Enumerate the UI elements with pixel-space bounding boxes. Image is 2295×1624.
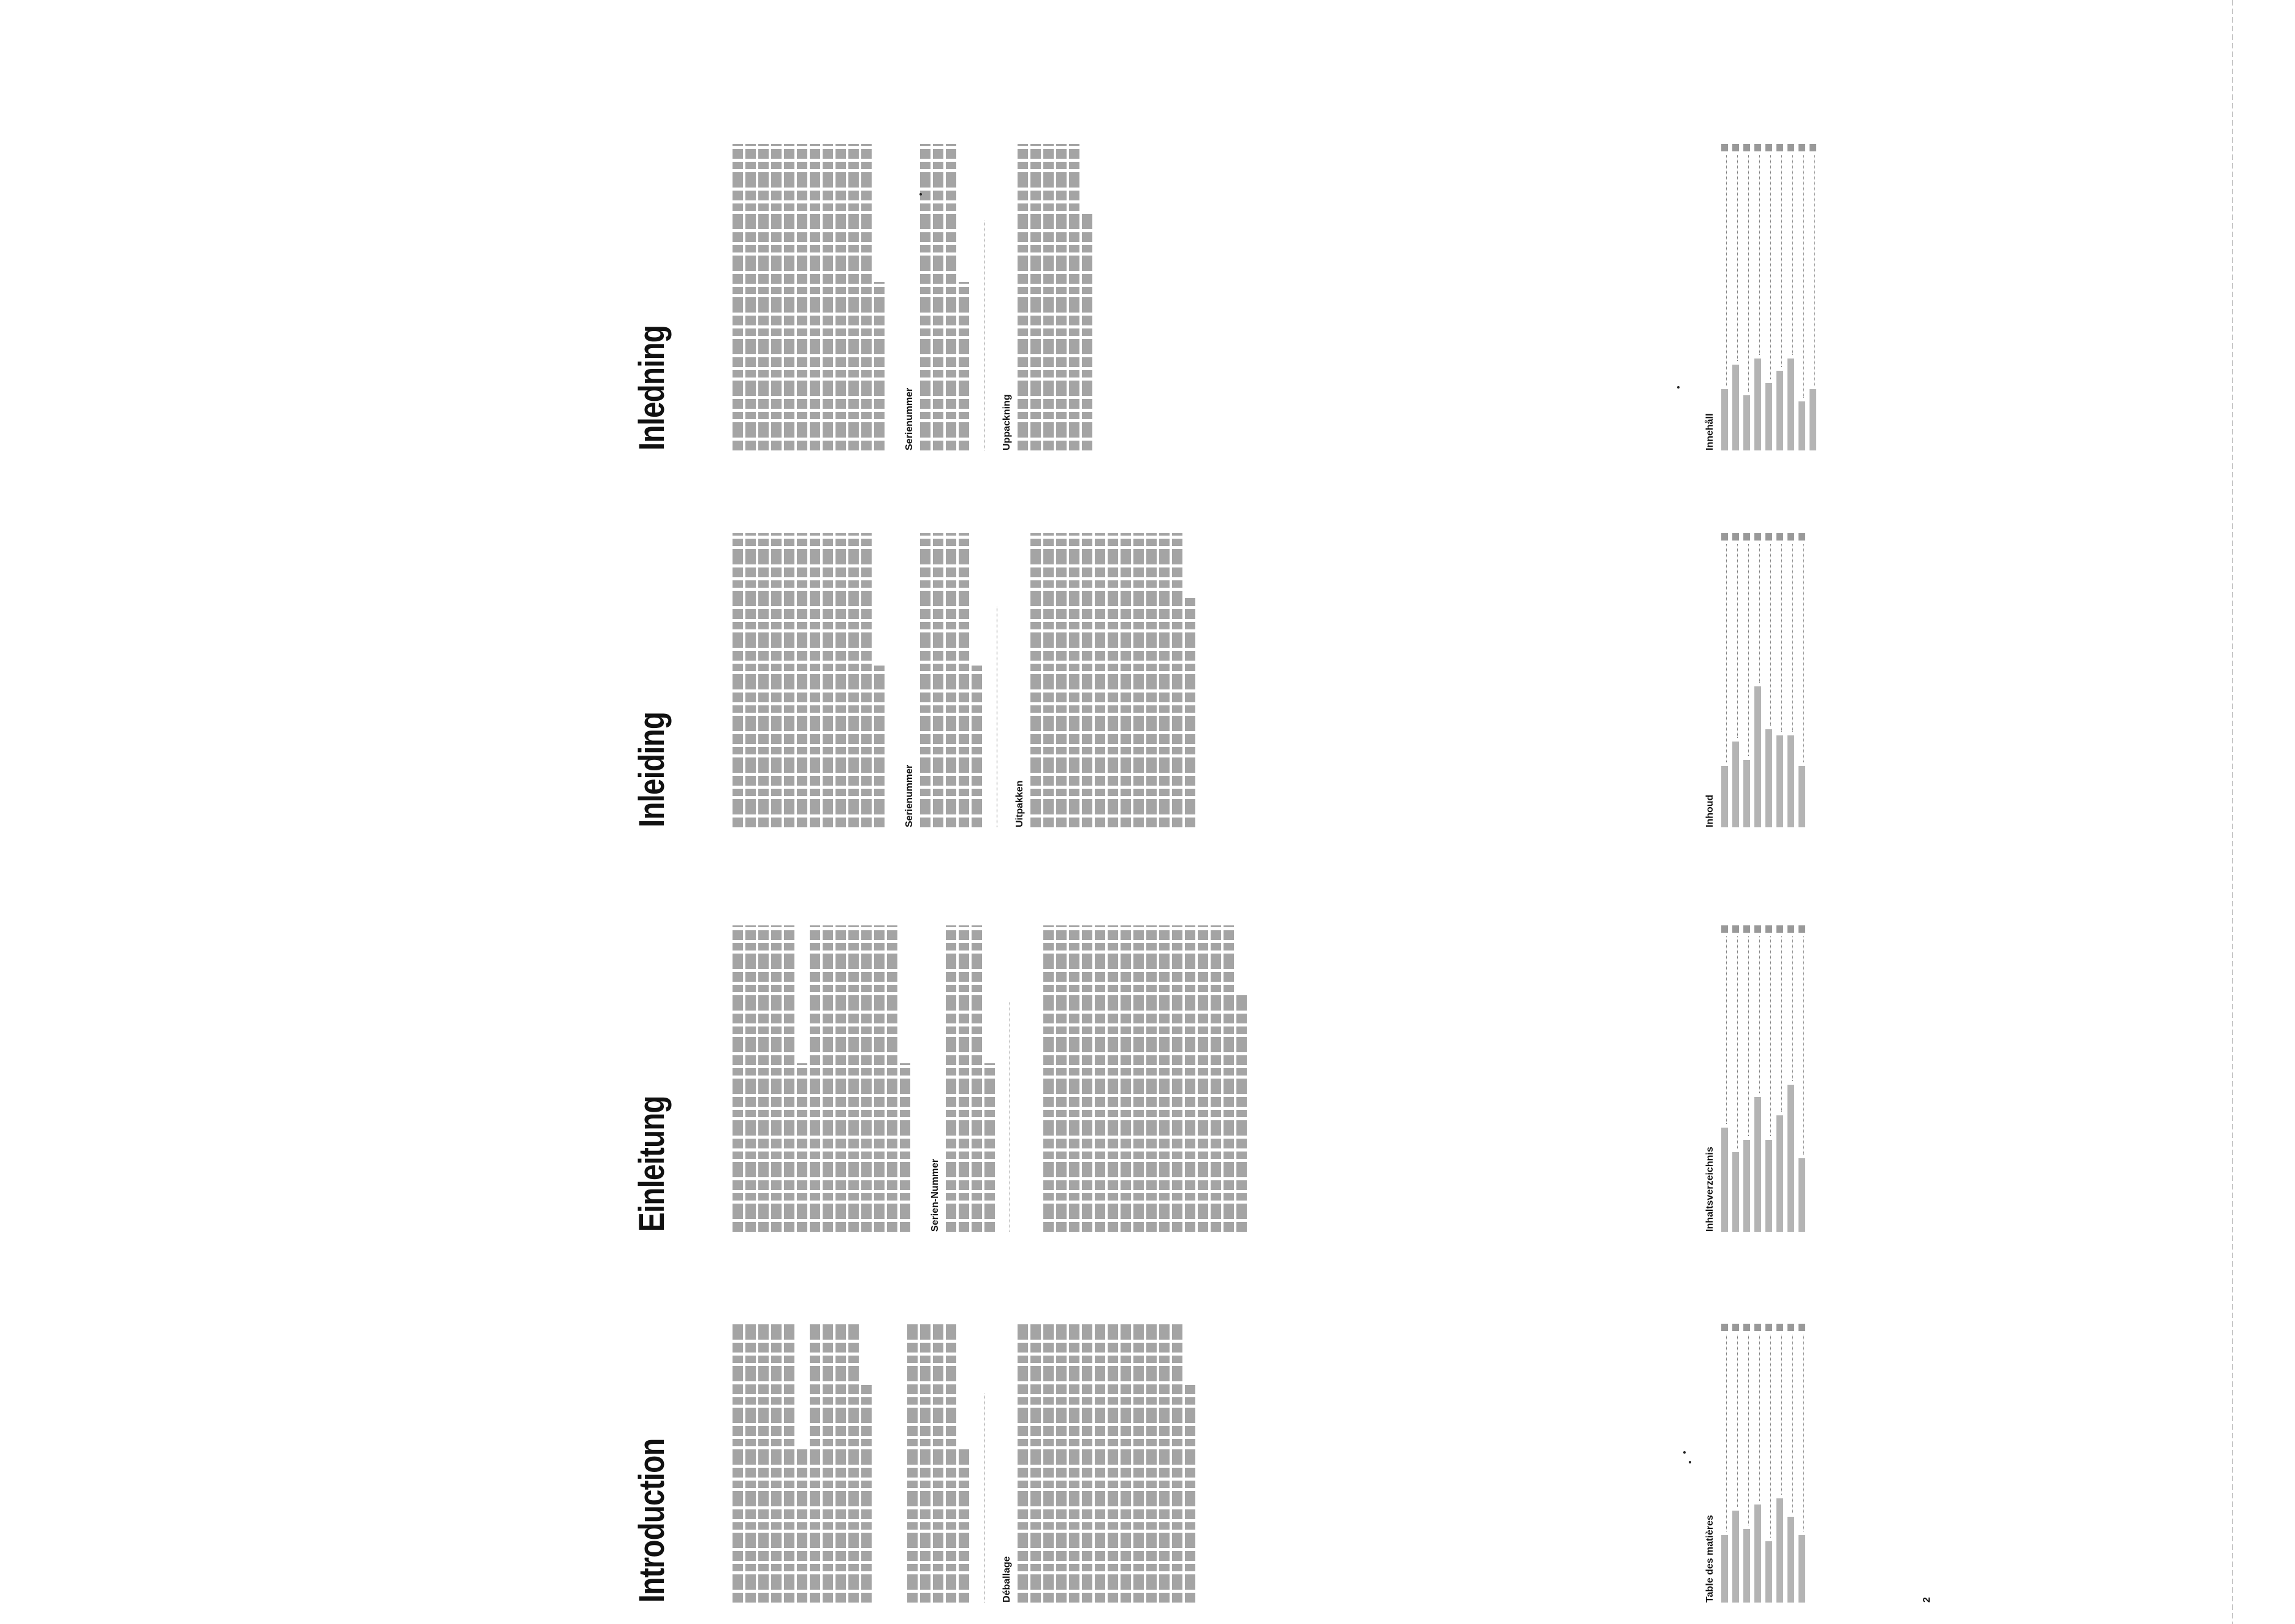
text-line xyxy=(1043,533,1054,827)
toc-row xyxy=(1719,533,1728,827)
text-line xyxy=(1043,925,1054,1232)
text-line xyxy=(1018,144,1028,450)
serial-number-field xyxy=(975,221,984,450)
text-line xyxy=(874,666,885,827)
text-line xyxy=(784,925,794,1232)
text-line xyxy=(1172,925,1182,1232)
text-line xyxy=(784,533,794,827)
text-line xyxy=(758,144,769,450)
text-line xyxy=(797,1449,807,1603)
text-line xyxy=(1133,1324,1144,1603)
text-line xyxy=(920,1324,931,1603)
toc-row xyxy=(1775,533,1783,827)
table-of-contents xyxy=(1701,925,1808,1232)
text-line xyxy=(1159,533,1170,827)
text-line xyxy=(1159,1324,1170,1603)
toc-row xyxy=(1808,144,1816,450)
text-line xyxy=(1082,211,1092,450)
toc-row xyxy=(1786,144,1794,450)
text-line xyxy=(823,925,833,1232)
rotated-page-content xyxy=(631,132,1937,1603)
text-line xyxy=(946,925,956,1232)
column-french xyxy=(631,1324,1937,1603)
section-heading xyxy=(1027,925,1037,1232)
text-line xyxy=(1185,925,1195,1232)
toc-row xyxy=(1730,144,1739,450)
text-line xyxy=(1056,925,1067,1232)
toc-row xyxy=(1753,533,1761,827)
table-of-contents xyxy=(1701,1324,1808,1603)
text-line xyxy=(1185,1385,1195,1603)
text-line xyxy=(1082,533,1092,827)
text-line xyxy=(1185,598,1195,827)
text-line xyxy=(920,144,931,450)
column-title: Introduction xyxy=(632,1438,672,1603)
section-heading: Déballage xyxy=(1002,1556,1012,1603)
toc-row xyxy=(1719,925,1728,1232)
toc-row xyxy=(1786,925,1794,1232)
text-line xyxy=(848,925,859,1232)
text-line xyxy=(745,925,756,1232)
text-line xyxy=(1121,1324,1131,1603)
text-line xyxy=(758,533,769,827)
text-line xyxy=(771,925,782,1232)
table-of-contents xyxy=(1701,533,1808,827)
text-line xyxy=(1082,925,1092,1232)
text-line xyxy=(972,925,982,1232)
toc-row xyxy=(1797,144,1805,450)
text-line xyxy=(1043,144,1054,450)
section-heading: Serienummer xyxy=(904,387,915,450)
toc-heading: Table des matières xyxy=(1705,1515,1715,1603)
text-line xyxy=(959,282,969,450)
section-heading: Uitpakken xyxy=(1014,780,1025,827)
text-line xyxy=(1172,1324,1182,1603)
text-line xyxy=(1056,144,1067,450)
serial-number-field xyxy=(1001,1002,1010,1232)
text-line xyxy=(1030,1324,1041,1603)
section-heading: Serienummer xyxy=(904,764,915,827)
text-line xyxy=(984,1063,995,1232)
text-line xyxy=(959,925,969,1232)
text-line xyxy=(797,533,807,827)
scan-speck xyxy=(1683,1451,1686,1454)
column-title: Inleiding xyxy=(632,711,672,827)
text-line xyxy=(1069,925,1079,1232)
column-body xyxy=(733,1324,1198,1603)
toc-row xyxy=(1775,1324,1783,1603)
text-line xyxy=(946,1324,956,1603)
text-line xyxy=(823,533,833,827)
scan-speck xyxy=(1689,1461,1691,1463)
text-line xyxy=(1082,1324,1092,1603)
text-line xyxy=(835,144,846,450)
text-line xyxy=(1030,144,1041,450)
text-line xyxy=(835,1324,846,1603)
text-line xyxy=(959,533,969,827)
text-line xyxy=(771,533,782,827)
toc-row xyxy=(1764,1324,1772,1603)
text-line xyxy=(946,144,956,450)
toc-heading: Inhaltsverzeichnis xyxy=(1705,1147,1715,1232)
text-line xyxy=(848,533,859,827)
text-line xyxy=(1030,533,1041,827)
text-line xyxy=(797,144,807,450)
toc-row xyxy=(1730,1324,1739,1603)
text-line xyxy=(1095,925,1105,1232)
serial-number-field xyxy=(988,607,997,827)
text-line xyxy=(1069,533,1079,827)
text-line xyxy=(861,144,872,450)
text-line xyxy=(733,925,743,1232)
toc-row xyxy=(1741,144,1750,450)
toc-row xyxy=(1753,925,1761,1232)
toc-row xyxy=(1741,1324,1750,1603)
text-line xyxy=(810,925,820,1232)
text-line xyxy=(1121,533,1131,827)
text-line xyxy=(1108,1324,1118,1603)
toc-row xyxy=(1775,925,1783,1232)
text-line xyxy=(861,1385,872,1603)
serial-number-field xyxy=(975,1394,984,1603)
toc-row xyxy=(1786,1324,1794,1603)
toc-row xyxy=(1753,144,1761,450)
text-line xyxy=(745,144,756,450)
text-line xyxy=(1198,925,1208,1232)
toc-row xyxy=(1730,533,1739,827)
toc-row xyxy=(1719,1324,1728,1603)
toc-row xyxy=(1764,925,1772,1232)
toc-row xyxy=(1797,925,1805,1232)
text-line xyxy=(861,925,872,1232)
column-body xyxy=(733,533,1198,827)
toc-row xyxy=(1764,533,1772,827)
text-line xyxy=(810,144,820,450)
text-line xyxy=(733,533,743,827)
scan-edge-line xyxy=(2232,0,2233,1624)
text-line xyxy=(933,533,943,827)
text-line xyxy=(920,533,931,827)
scan-speck xyxy=(1677,386,1680,389)
toc-row xyxy=(1730,925,1739,1232)
text-line xyxy=(1043,1324,1054,1603)
column-dutch xyxy=(631,533,1937,827)
text-line xyxy=(887,925,897,1232)
text-line xyxy=(1056,533,1067,827)
toc-row xyxy=(1764,144,1772,450)
text-line xyxy=(874,925,885,1232)
column-german xyxy=(631,925,1937,1232)
text-line xyxy=(848,144,859,450)
toc-row xyxy=(1753,1324,1761,1603)
toc-row xyxy=(1741,925,1750,1232)
column-title: Inledning xyxy=(632,325,672,450)
text-line xyxy=(900,1063,910,1232)
text-line xyxy=(823,1324,833,1603)
text-line xyxy=(784,144,794,450)
toc-row xyxy=(1719,144,1728,450)
text-line xyxy=(1146,925,1157,1232)
text-line xyxy=(1224,925,1234,1232)
text-line xyxy=(810,533,820,827)
text-line xyxy=(1018,1324,1028,1603)
column-body xyxy=(733,144,1095,450)
text-line xyxy=(771,1324,782,1603)
text-line xyxy=(946,533,956,827)
text-line xyxy=(784,1324,794,1603)
text-line xyxy=(835,533,846,827)
text-line xyxy=(758,925,769,1232)
toc-row xyxy=(1786,533,1794,827)
section-heading: Serien-Nummer xyxy=(930,1158,940,1232)
toc-heading: Innehåll xyxy=(1705,413,1715,450)
text-line xyxy=(1172,533,1182,827)
toc-row xyxy=(1775,144,1783,450)
text-line xyxy=(771,144,782,450)
toc-row xyxy=(1741,533,1750,827)
text-line xyxy=(933,1324,943,1603)
table-of-contents xyxy=(1701,144,1819,450)
text-line xyxy=(745,1324,756,1603)
page-number: 2 xyxy=(1922,1597,1932,1603)
text-line xyxy=(848,1324,859,1603)
text-line xyxy=(810,1324,820,1603)
text-line xyxy=(933,144,943,450)
text-line xyxy=(823,144,833,450)
text-line xyxy=(1069,1324,1079,1603)
text-line xyxy=(1146,533,1157,827)
column-body xyxy=(733,925,1249,1232)
column-title: Einleitung xyxy=(632,1096,672,1232)
text-line xyxy=(874,282,885,450)
text-line xyxy=(1133,533,1144,827)
text-line xyxy=(1159,925,1170,1232)
text-line xyxy=(745,533,756,827)
text-line xyxy=(1121,925,1131,1232)
text-line xyxy=(733,144,743,450)
text-line xyxy=(861,533,872,827)
toc-row xyxy=(1797,533,1805,827)
toc-heading: Inhoud xyxy=(1705,794,1715,827)
text-line xyxy=(1095,1324,1105,1603)
text-line xyxy=(1236,993,1247,1232)
text-line xyxy=(1146,1324,1157,1603)
text-line xyxy=(907,1324,918,1603)
text-line xyxy=(797,1063,807,1232)
section-heading xyxy=(891,1324,901,1603)
column-swedish xyxy=(631,144,1937,450)
text-line xyxy=(1069,144,1079,450)
text-line xyxy=(972,666,982,827)
text-line xyxy=(733,1324,743,1603)
section-heading: Uppackning xyxy=(1002,394,1012,450)
text-line xyxy=(1133,925,1144,1232)
text-line xyxy=(1095,533,1105,827)
text-line xyxy=(1211,925,1221,1232)
toc-row xyxy=(1797,1324,1805,1603)
text-line xyxy=(1108,533,1118,827)
text-line xyxy=(959,1449,969,1603)
text-line xyxy=(1108,925,1118,1232)
text-line xyxy=(835,925,846,1232)
text-line xyxy=(1056,1324,1067,1603)
scan-speck xyxy=(919,193,922,195)
text-line xyxy=(758,1324,769,1603)
